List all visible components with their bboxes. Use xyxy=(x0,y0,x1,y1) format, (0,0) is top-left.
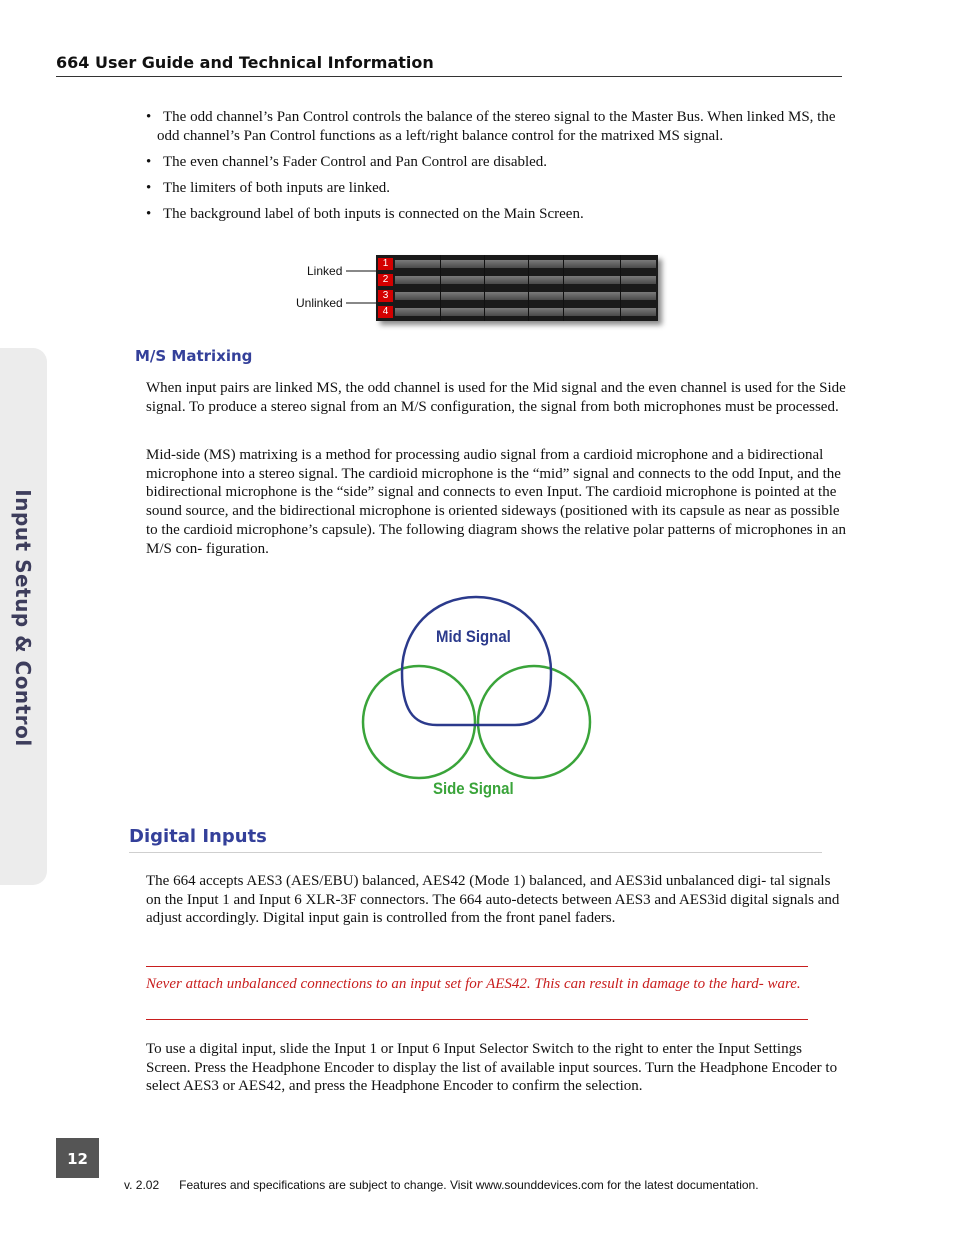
section-rule xyxy=(129,852,822,853)
channel-number: 1 xyxy=(378,258,393,270)
side-lobe-right xyxy=(478,666,590,778)
side-signal-label: Side Signal xyxy=(433,779,514,798)
meter-bar xyxy=(395,292,656,300)
meter-bar xyxy=(395,260,656,268)
digital-paragraph-1: The 664 accepts AES3 (AES/EBU) balanced, AES42 (Mode 1) balanced, and AES3id unbalanced digi- tal signals on the Input 1 and Input 6 XLR-3F connectors. The 664 auto-detects between AES3 and AES3id digital signals and adjust accordingly. Digital input gain is controlled from the front panel faders. xyxy=(146,873,840,927)
meter-gridline xyxy=(563,255,564,321)
bullet-item: • The even channel’s Fader Control and Pan Control are disabled. xyxy=(146,153,840,172)
bullet-item: • The odd channel’s Pan Control controls the balance of the stereo signal to the Master Bus. When linked MS, the odd channel’s Pan Control functions as a left/right balance control for the matrixed MS signal. xyxy=(146,108,840,146)
warning-rule-bottom xyxy=(146,1019,808,1020)
mid-signal-label: Mid Signal xyxy=(436,627,511,646)
linked-label: Linked xyxy=(307,264,343,278)
warning-rule-top xyxy=(146,966,808,967)
ms-paragraph-2: Mid-side (MS) matrixing is a method for processing audio signal from a cardioid microphone and a bidirectional microphone into a stereo signal. The cardioid microphone is the “mid” signal and connects to the odd Input, and the bidirectional microphone is the “side” signal and connects to even Input. The cardioid microphone is pointed at the sound source, and the bidirectional microphone is oriented sideways (positioned with its capsule as near as possible to the cardioid microphone’s capsule). The following diagram shows the relative polar patterns of microphones in an M/S con- figuration. xyxy=(146,447,846,557)
warning-text: Never attach unbalanced connections to an input set for AES42. This can result in damage to the hard- ware. xyxy=(146,976,801,992)
meter-bar xyxy=(395,308,656,316)
page-number: 12 xyxy=(56,1138,99,1178)
meter-row xyxy=(378,306,656,319)
mid-cardioid xyxy=(402,597,551,725)
meter-row xyxy=(378,258,656,271)
digital-inputs-heading: Digital Inputs xyxy=(129,826,267,847)
channel-number: 4 xyxy=(378,306,393,318)
meter-bar xyxy=(395,276,656,284)
bullet-item: • The limiters of both inputs are linked. xyxy=(146,179,840,198)
ms-polar-diagram xyxy=(355,590,600,798)
meter-row xyxy=(378,290,656,303)
bullet-item: • The background label of both inputs is connected on the Main Screen. xyxy=(146,205,840,224)
header-rule xyxy=(56,76,842,77)
footer-text: v. 2.02 Features and specifications are subject to change. Visit www.sounddevices.com for the latest documentation. xyxy=(124,1178,759,1192)
meter-gridline xyxy=(440,255,441,321)
channel-number: 3 xyxy=(378,290,393,302)
meter-gridline xyxy=(484,255,485,321)
bullet-list xyxy=(146,108,840,231)
ms-matrixing-heading: M/S Matrixing xyxy=(135,347,253,365)
header-title: 664 User Guide and Technical Information xyxy=(56,53,434,72)
polar-patterns xyxy=(355,590,600,785)
meter-row xyxy=(378,274,656,287)
unlinked-label: Unlinked xyxy=(296,296,343,310)
meter-gridline xyxy=(620,255,621,321)
side-tab-label: Input Setup & Control xyxy=(11,489,35,747)
meter-panel xyxy=(376,255,658,321)
digital-paragraph-2: To use a digital input, slide the Input 1 or Input 6 Input Selector Switch to the right to enter the Input Settings Screen. Press the Headphone Encoder to display the list of available input sources. Turn the Headphone Encoder to select AES3 or AES42, and press the Headphone Encoder to confirm the selection. xyxy=(146,1041,838,1095)
meter-gridline xyxy=(528,255,529,321)
ms-paragraph-1: When input pairs are linked MS, the odd channel is used for the Mid signal and the even channel is used for the Side signal. To produce a stereo signal from an M/S configuration, the signal from both microphones must be processed. xyxy=(146,380,846,415)
channel-number: 2 xyxy=(378,274,393,286)
